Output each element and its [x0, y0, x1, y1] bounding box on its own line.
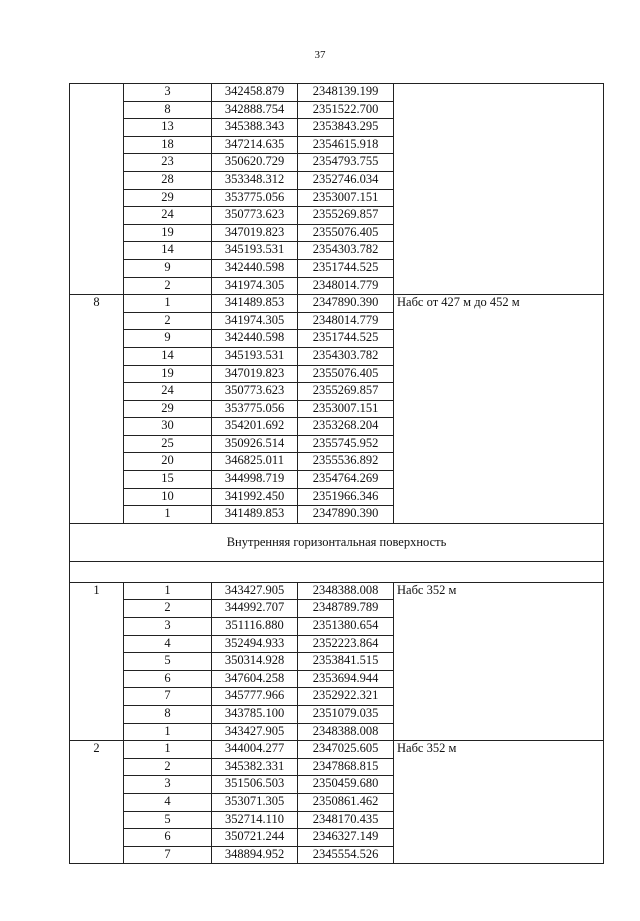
point-number-cell: 24: [124, 207, 212, 225]
x-coordinate-cell: 342440.598: [212, 259, 298, 277]
y-coordinate-cell: 2350861.462: [298, 793, 394, 811]
point-number-cell: 14: [124, 347, 212, 365]
table-section: [70, 523, 604, 582]
point-number-cell: 10: [124, 488, 212, 506]
point-number-cell: 15: [124, 471, 212, 489]
y-coordinate-cell: 2355076.405: [298, 365, 394, 383]
y-coordinate-cell: 2355269.857: [298, 383, 394, 401]
y-coordinate-cell: 2355076.405: [298, 224, 394, 242]
x-coordinate-cell: 343427.905: [212, 723, 298, 741]
y-coordinate-cell: 2351380.654: [298, 618, 394, 636]
y-coordinate-cell: 2354615.918: [298, 136, 394, 154]
y-coordinate-cell: 2348014.779: [298, 312, 394, 330]
point-number-cell: 1: [124, 741, 212, 759]
point-number-cell: 1: [124, 295, 212, 313]
point-number-cell: 1: [124, 582, 212, 600]
y-coordinate-cell: 2348388.008: [298, 582, 394, 600]
table-row: [70, 295, 604, 313]
point-number-cell: 7: [124, 688, 212, 706]
x-coordinate-cell: 347019.823: [212, 224, 298, 242]
y-coordinate-cell: 2345554.526: [298, 846, 394, 864]
y-coordinate-cell: 2348170.435: [298, 811, 394, 829]
point-number-cell: 6: [124, 670, 212, 688]
point-number-cell: 1: [124, 506, 212, 524]
y-coordinate-cell: 2351744.525: [298, 259, 394, 277]
point-number-cell: 9: [124, 259, 212, 277]
x-coordinate-cell: 350620.729: [212, 154, 298, 172]
x-coordinate-cell: 353348.312: [212, 171, 298, 189]
point-number-cell: 3: [124, 776, 212, 794]
x-coordinate-cell: 353775.056: [212, 400, 298, 418]
point-number-cell: 3: [124, 618, 212, 636]
x-coordinate-cell: 350773.623: [212, 383, 298, 401]
note-cell: Набс от 427 м до 452 м: [394, 295, 604, 524]
point-number-cell: 19: [124, 224, 212, 242]
note-cell: Набс 352 м: [394, 582, 604, 740]
y-coordinate-cell: 2351522.700: [298, 101, 394, 119]
y-coordinate-cell: 2354793.755: [298, 154, 394, 172]
x-coordinate-cell: 343427.905: [212, 582, 298, 600]
point-number-cell: 24: [124, 383, 212, 401]
x-coordinate-cell: 345193.531: [212, 347, 298, 365]
x-coordinate-cell: 350314.928: [212, 653, 298, 671]
section-heading: Внутренняя горизонтальная поверхность: [70, 523, 604, 561]
point-number-cell: 2: [124, 277, 212, 295]
y-coordinate-cell: 2351966.346: [298, 488, 394, 506]
x-coordinate-cell: 351116.880: [212, 618, 298, 636]
coordinates-table: [69, 83, 604, 864]
section-heading-row: [70, 523, 604, 561]
table-body-bottom: [70, 582, 604, 864]
table-row: [70, 84, 604, 102]
table-row: [70, 582, 604, 600]
point-number-cell: 30: [124, 418, 212, 436]
y-coordinate-cell: 2352223.864: [298, 635, 394, 653]
y-coordinate-cell: 2355269.857: [298, 207, 394, 225]
x-coordinate-cell: 343785.100: [212, 706, 298, 724]
x-coordinate-cell: 345388.343: [212, 119, 298, 137]
y-coordinate-cell: 2354764.269: [298, 471, 394, 489]
blank-cell: [70, 561, 604, 582]
y-coordinate-cell: 2355536.892: [298, 453, 394, 471]
point-number-cell: 14: [124, 242, 212, 260]
y-coordinate-cell: 2348014.779: [298, 277, 394, 295]
y-coordinate-cell: 2353007.151: [298, 189, 394, 207]
note-cell: Набс 352 м: [394, 741, 604, 864]
y-coordinate-cell: 2354303.782: [298, 347, 394, 365]
page-number: 37: [314, 49, 326, 61]
y-coordinate-cell: 2347890.390: [298, 506, 394, 524]
x-coordinate-cell: 352494.933: [212, 635, 298, 653]
point-number-cell: 9: [124, 330, 212, 348]
x-coordinate-cell: 350721.244: [212, 829, 298, 847]
blank-row: [70, 561, 604, 582]
point-number-cell: 8: [124, 706, 212, 724]
x-coordinate-cell: 341489.853: [212, 295, 298, 313]
point-number-cell: 19: [124, 365, 212, 383]
point-number-cell: 25: [124, 435, 212, 453]
y-coordinate-cell: 2353841.515: [298, 653, 394, 671]
point-number-cell: 5: [124, 811, 212, 829]
group-id-cell: 1: [70, 582, 124, 740]
x-coordinate-cell: 352714.110: [212, 811, 298, 829]
table-row: [70, 741, 604, 759]
group-id-cell: 2: [70, 741, 124, 864]
y-coordinate-cell: 2351744.525: [298, 330, 394, 348]
point-number-cell: 2: [124, 600, 212, 618]
point-number-cell: 23: [124, 154, 212, 172]
x-coordinate-cell: 345382.331: [212, 758, 298, 776]
x-coordinate-cell: 354201.692: [212, 418, 298, 436]
y-coordinate-cell: 2347890.390: [298, 295, 394, 313]
x-coordinate-cell: 345777.966: [212, 688, 298, 706]
point-number-cell: 3: [124, 84, 212, 102]
y-coordinate-cell: 2346327.149: [298, 829, 394, 847]
y-coordinate-cell: 2348789.789: [298, 600, 394, 618]
x-coordinate-cell: 353071.305: [212, 793, 298, 811]
y-coordinate-cell: 2353843.295: [298, 119, 394, 137]
point-number-cell: 4: [124, 635, 212, 653]
x-coordinate-cell: 345193.531: [212, 242, 298, 260]
point-number-cell: 1: [124, 723, 212, 741]
group-id-cell: [70, 84, 124, 295]
point-number-cell: 2: [124, 758, 212, 776]
y-coordinate-cell: 2355745.952: [298, 435, 394, 453]
x-coordinate-cell: 347214.635: [212, 136, 298, 154]
x-coordinate-cell: 342888.754: [212, 101, 298, 119]
point-number-cell: 4: [124, 793, 212, 811]
x-coordinate-cell: 344992.707: [212, 600, 298, 618]
y-coordinate-cell: 2351079.035: [298, 706, 394, 724]
x-coordinate-cell: 347019.823: [212, 365, 298, 383]
x-coordinate-cell: 344004.277: [212, 741, 298, 759]
y-coordinate-cell: 2348388.008: [298, 723, 394, 741]
x-coordinate-cell: 353775.056: [212, 189, 298, 207]
x-coordinate-cell: 342458.879: [212, 84, 298, 102]
x-coordinate-cell: 341974.305: [212, 277, 298, 295]
point-number-cell: 7: [124, 846, 212, 864]
table-body-top: [70, 84, 604, 524]
y-coordinate-cell: 2348139.199: [298, 84, 394, 102]
y-coordinate-cell: 2352922.321: [298, 688, 394, 706]
point-number-cell: 20: [124, 453, 212, 471]
y-coordinate-cell: 2354303.782: [298, 242, 394, 260]
point-number-cell: 28: [124, 171, 212, 189]
x-coordinate-cell: 347604.258: [212, 670, 298, 688]
y-coordinate-cell: 2347025.605: [298, 741, 394, 759]
point-number-cell: 2: [124, 312, 212, 330]
y-coordinate-cell: 2350459.680: [298, 776, 394, 794]
x-coordinate-cell: 341974.305: [212, 312, 298, 330]
point-number-cell: 13: [124, 119, 212, 137]
group-id-cell: 8: [70, 295, 124, 524]
point-number-cell: 29: [124, 189, 212, 207]
y-coordinate-cell: 2347868.815: [298, 758, 394, 776]
point-number-cell: 5: [124, 653, 212, 671]
y-coordinate-cell: 2352746.034: [298, 171, 394, 189]
point-number-cell: 8: [124, 101, 212, 119]
x-coordinate-cell: 346825.011: [212, 453, 298, 471]
point-number-cell: 6: [124, 829, 212, 847]
y-coordinate-cell: 2353268.204: [298, 418, 394, 436]
x-coordinate-cell: 341489.853: [212, 506, 298, 524]
y-coordinate-cell: 2353694.944: [298, 670, 394, 688]
x-coordinate-cell: 341992.450: [212, 488, 298, 506]
y-coordinate-cell: 2353007.151: [298, 400, 394, 418]
x-coordinate-cell: 344998.719: [212, 471, 298, 489]
x-coordinate-cell: 350926.514: [212, 435, 298, 453]
point-number-cell: 29: [124, 400, 212, 418]
point-number-cell: 18: [124, 136, 212, 154]
x-coordinate-cell: 350773.623: [212, 207, 298, 225]
x-coordinate-cell: 348894.952: [212, 846, 298, 864]
x-coordinate-cell: 351506.503: [212, 776, 298, 794]
note-cell: [394, 84, 604, 295]
x-coordinate-cell: 342440.598: [212, 330, 298, 348]
